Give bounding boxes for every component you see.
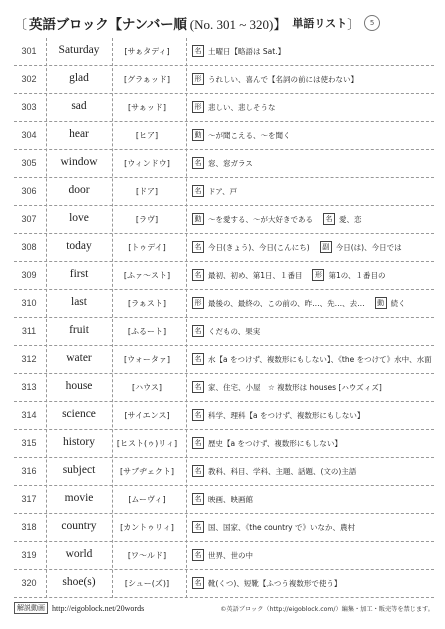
part-of-speech-icon: 形	[192, 101, 204, 113]
word-row	[0, 486, 445, 515]
english-word: water	[66, 352, 92, 364]
entry-number: 319	[21, 550, 37, 560]
pronunciation: [ふァ〜スト]	[123, 271, 171, 280]
page-title: 英語ブロック【ナンバー順	[29, 17, 187, 33]
english-word: window	[60, 156, 98, 168]
part-of-speech-icon: 動	[375, 297, 387, 309]
meaning-cell	[192, 241, 442, 253]
part-of-speech-icon: 名	[192, 437, 204, 449]
japanese-meaning: 国、国家、《the country で》いなか、農村	[208, 522, 356, 532]
japanese-meaning: 教科、科目、学科、主題、話題、(文の)主語	[208, 466, 357, 476]
meaning-cell	[192, 325, 442, 337]
english-word: movie	[64, 492, 94, 504]
word-row	[0, 542, 445, 571]
entry-number: 305	[21, 158, 37, 168]
pronunciation: [ウォータァ]	[124, 355, 170, 364]
word-row	[0, 290, 445, 319]
word-row	[0, 94, 445, 123]
japanese-meaning: 今日(きょう)、今日(こんにち)	[208, 242, 310, 252]
part-of-speech-icon: 名	[192, 549, 204, 561]
english-word: door	[68, 184, 90, 196]
pronunciation: [グラぁッド]	[124, 75, 170, 84]
japanese-meaning: 今日(は)、今日では	[335, 242, 402, 252]
entry-number: 307	[21, 214, 37, 224]
pronunciation: [ふるート]	[127, 327, 167, 336]
copyright-notice: ©英語ブロック（http://eigoblock.com/）編集・加工・販売等を禁じます。	[220, 605, 434, 613]
japanese-meaning: 土曜日【略語は Sat.】	[208, 46, 286, 56]
japanese-meaning: 〜が聞こえる、〜を聞く	[208, 130, 291, 140]
japanese-meaning: 歴史【a をつけず、複数形にもしない】	[208, 438, 342, 448]
japanese-meaning: 最初、初め、第1日、１番目	[208, 270, 303, 280]
meaning-cell	[192, 409, 442, 421]
pronunciation: [ワ〜ルド]	[127, 551, 167, 560]
meaning-cell	[192, 381, 442, 393]
english-word: last	[71, 296, 87, 308]
english-word: today	[66, 240, 92, 252]
meaning-cell	[192, 185, 442, 197]
entry-number: 311	[21, 326, 37, 336]
page-subtitle: 単語リスト	[292, 17, 348, 30]
pronunciation: [カントゥリィ]	[120, 523, 174, 532]
entry-number: 312	[21, 354, 37, 364]
english-word: hear	[69, 128, 89, 140]
word-row	[0, 374, 445, 403]
meaning-cell	[192, 73, 442, 85]
meaning-cell	[192, 213, 442, 225]
meaning-cell	[192, 269, 442, 281]
entry-number: 302	[21, 74, 37, 84]
part-of-speech-icon: 副	[320, 241, 332, 253]
meaning-cell	[192, 45, 442, 57]
english-word: world	[65, 548, 93, 560]
meaning-cell	[192, 353, 442, 365]
meaning-cell	[192, 297, 442, 309]
pronunciation: [トゥデイ]	[128, 243, 166, 252]
pronunciation: [サぁッド]	[128, 103, 166, 112]
english-word: country	[61, 520, 97, 532]
part-of-speech-icon: 名	[192, 353, 204, 365]
meaning-cell	[192, 521, 442, 533]
japanese-meaning: 科学、理科【a をつけず、複数形にもしない】	[208, 410, 365, 420]
word-row	[0, 234, 445, 263]
word-row	[0, 206, 445, 235]
entry-number: 314	[21, 410, 37, 420]
japanese-meaning: 愛、恋	[339, 214, 362, 224]
part-of-speech-icon: 動	[192, 213, 204, 225]
pronunciation: [シュー(ズ)]	[124, 579, 170, 588]
footer	[14, 601, 434, 615]
part-of-speech-icon: 形	[312, 269, 324, 281]
title-bar	[14, 12, 434, 34]
japanese-meaning: 水【a をつけず、複数形にもしない】、《the をつけて》水中、水面	[208, 354, 432, 364]
english-word: shoe(s)	[62, 576, 96, 588]
meaning-cell	[192, 437, 442, 449]
english-word: love	[69, 212, 89, 224]
part-of-speech-icon: 名	[192, 185, 204, 197]
part-of-speech-icon: 名	[192, 521, 204, 533]
entry-number: 313	[21, 382, 37, 392]
part-of-speech-icon: 名	[192, 381, 204, 393]
japanese-meaning: 窓、窓ガラス	[208, 158, 253, 168]
number-range: (No. 301 ~ 320)】	[189, 16, 287, 32]
part-of-speech-icon: 名	[323, 213, 335, 225]
pronunciation: [ヒスト(ゥ)リィ]	[116, 439, 178, 448]
japanese-meaning: 悲しい、悲しそうな	[208, 102, 276, 112]
entry-number: 308	[21, 242, 37, 252]
meaning-cell	[192, 157, 442, 169]
word-row	[0, 402, 445, 431]
japanese-meaning: 〜を愛する、〜が大好きである	[208, 214, 313, 224]
entry-number: 301	[21, 46, 37, 56]
entry-number: 317	[21, 494, 37, 504]
entry-number: 316	[21, 466, 37, 476]
part-of-speech-icon: 動	[192, 129, 204, 141]
word-row	[0, 66, 445, 95]
meaning-cell	[192, 129, 442, 141]
japanese-meaning: 家、住宅、小屋 ☆ 複数形は houses [ハウズィズ]	[208, 382, 382, 392]
japanese-meaning: 靴(くつ)、短靴【ふつう複数形で使う】	[208, 578, 342, 588]
pronunciation: [ラぁスト]	[128, 299, 166, 308]
japanese-meaning: 最後の、最終の、この前の、昨…、先…、去…	[208, 298, 365, 308]
word-row	[0, 346, 445, 375]
bracket-left: 〔	[14, 17, 28, 33]
video-link-label[interactable]: 解説動画	[14, 602, 48, 614]
entry-number: 306	[21, 186, 37, 196]
part-of-speech-icon: 形	[192, 73, 204, 85]
video-link-url[interactable]: http://eigoblock.net/20words	[52, 603, 145, 613]
english-word: sad	[71, 100, 87, 112]
entry-number: 309	[21, 270, 37, 280]
japanese-meaning: 第1の、１番目の	[328, 270, 386, 280]
entry-number: 318	[21, 522, 37, 532]
japanese-meaning: うれしい、喜んで【名詞の前には使わない】	[208, 74, 358, 84]
meaning-cell	[192, 549, 442, 561]
meaning-cell	[192, 101, 442, 113]
english-word: first	[69, 268, 89, 280]
part-of-speech-icon: 名	[192, 465, 204, 477]
part-of-speech-icon: 形	[192, 297, 204, 309]
entry-number: 315	[21, 438, 37, 448]
english-word: house	[65, 380, 93, 392]
pronunciation: [サブヂェクト]	[119, 467, 174, 476]
part-of-speech-icon: 名	[192, 157, 204, 169]
word-row	[0, 262, 445, 291]
word-row	[0, 430, 445, 459]
english-word: subject	[62, 464, 96, 476]
english-word: fruit	[69, 324, 89, 336]
pronunciation: [ラヴ]	[135, 215, 159, 224]
english-word: glad	[69, 72, 89, 84]
pronunciation: [ウィンドウ]	[124, 159, 170, 168]
word-row	[0, 570, 445, 599]
bracket-right: 〕	[347, 17, 361, 33]
pronunciation: [サぁタディ]	[124, 47, 170, 56]
japanese-meaning: 続く	[390, 298, 406, 308]
word-row	[0, 38, 445, 67]
part-of-speech-icon: 名	[192, 45, 204, 57]
english-word: science	[62, 408, 96, 420]
english-word: Saturday	[58, 44, 100, 56]
meaning-cell	[192, 493, 442, 505]
part-of-speech-icon: 名	[192, 577, 204, 589]
japanese-meaning: ドア、戸	[208, 186, 238, 196]
japanese-meaning: 世界、世の中	[208, 550, 253, 560]
word-row	[0, 178, 445, 207]
meaning-cell	[192, 465, 442, 477]
word-row	[0, 122, 445, 151]
entry-number: 304	[21, 130, 37, 140]
pronunciation: [ハウス]	[131, 383, 162, 392]
pronunciation: [ヒア]	[135, 131, 159, 140]
part-of-speech-icon: 名	[192, 409, 204, 421]
pronunciation: [サイエンス]	[124, 411, 170, 420]
english-word: history	[63, 436, 95, 448]
meaning-cell	[192, 577, 442, 589]
word-row	[0, 150, 445, 179]
word-row	[0, 514, 445, 543]
entry-number: 303	[21, 102, 37, 112]
part-of-speech-icon: 名	[192, 241, 204, 253]
page-badge-icon: 5	[364, 15, 380, 31]
row-divider	[14, 597, 434, 598]
japanese-meaning: くだもの、果実	[208, 326, 261, 336]
entry-number: 320	[21, 578, 37, 588]
part-of-speech-icon: 名	[192, 493, 204, 505]
part-of-speech-icon: 名	[192, 325, 204, 337]
pronunciation: [ドア]	[135, 187, 158, 196]
pronunciation: [ムーヴィ]	[128, 495, 166, 504]
entry-number: 310	[21, 298, 37, 308]
word-row	[0, 318, 445, 347]
japanese-meaning: 映画、映画館	[208, 494, 253, 504]
word-row	[0, 458, 445, 487]
part-of-speech-icon: 名	[192, 269, 204, 281]
